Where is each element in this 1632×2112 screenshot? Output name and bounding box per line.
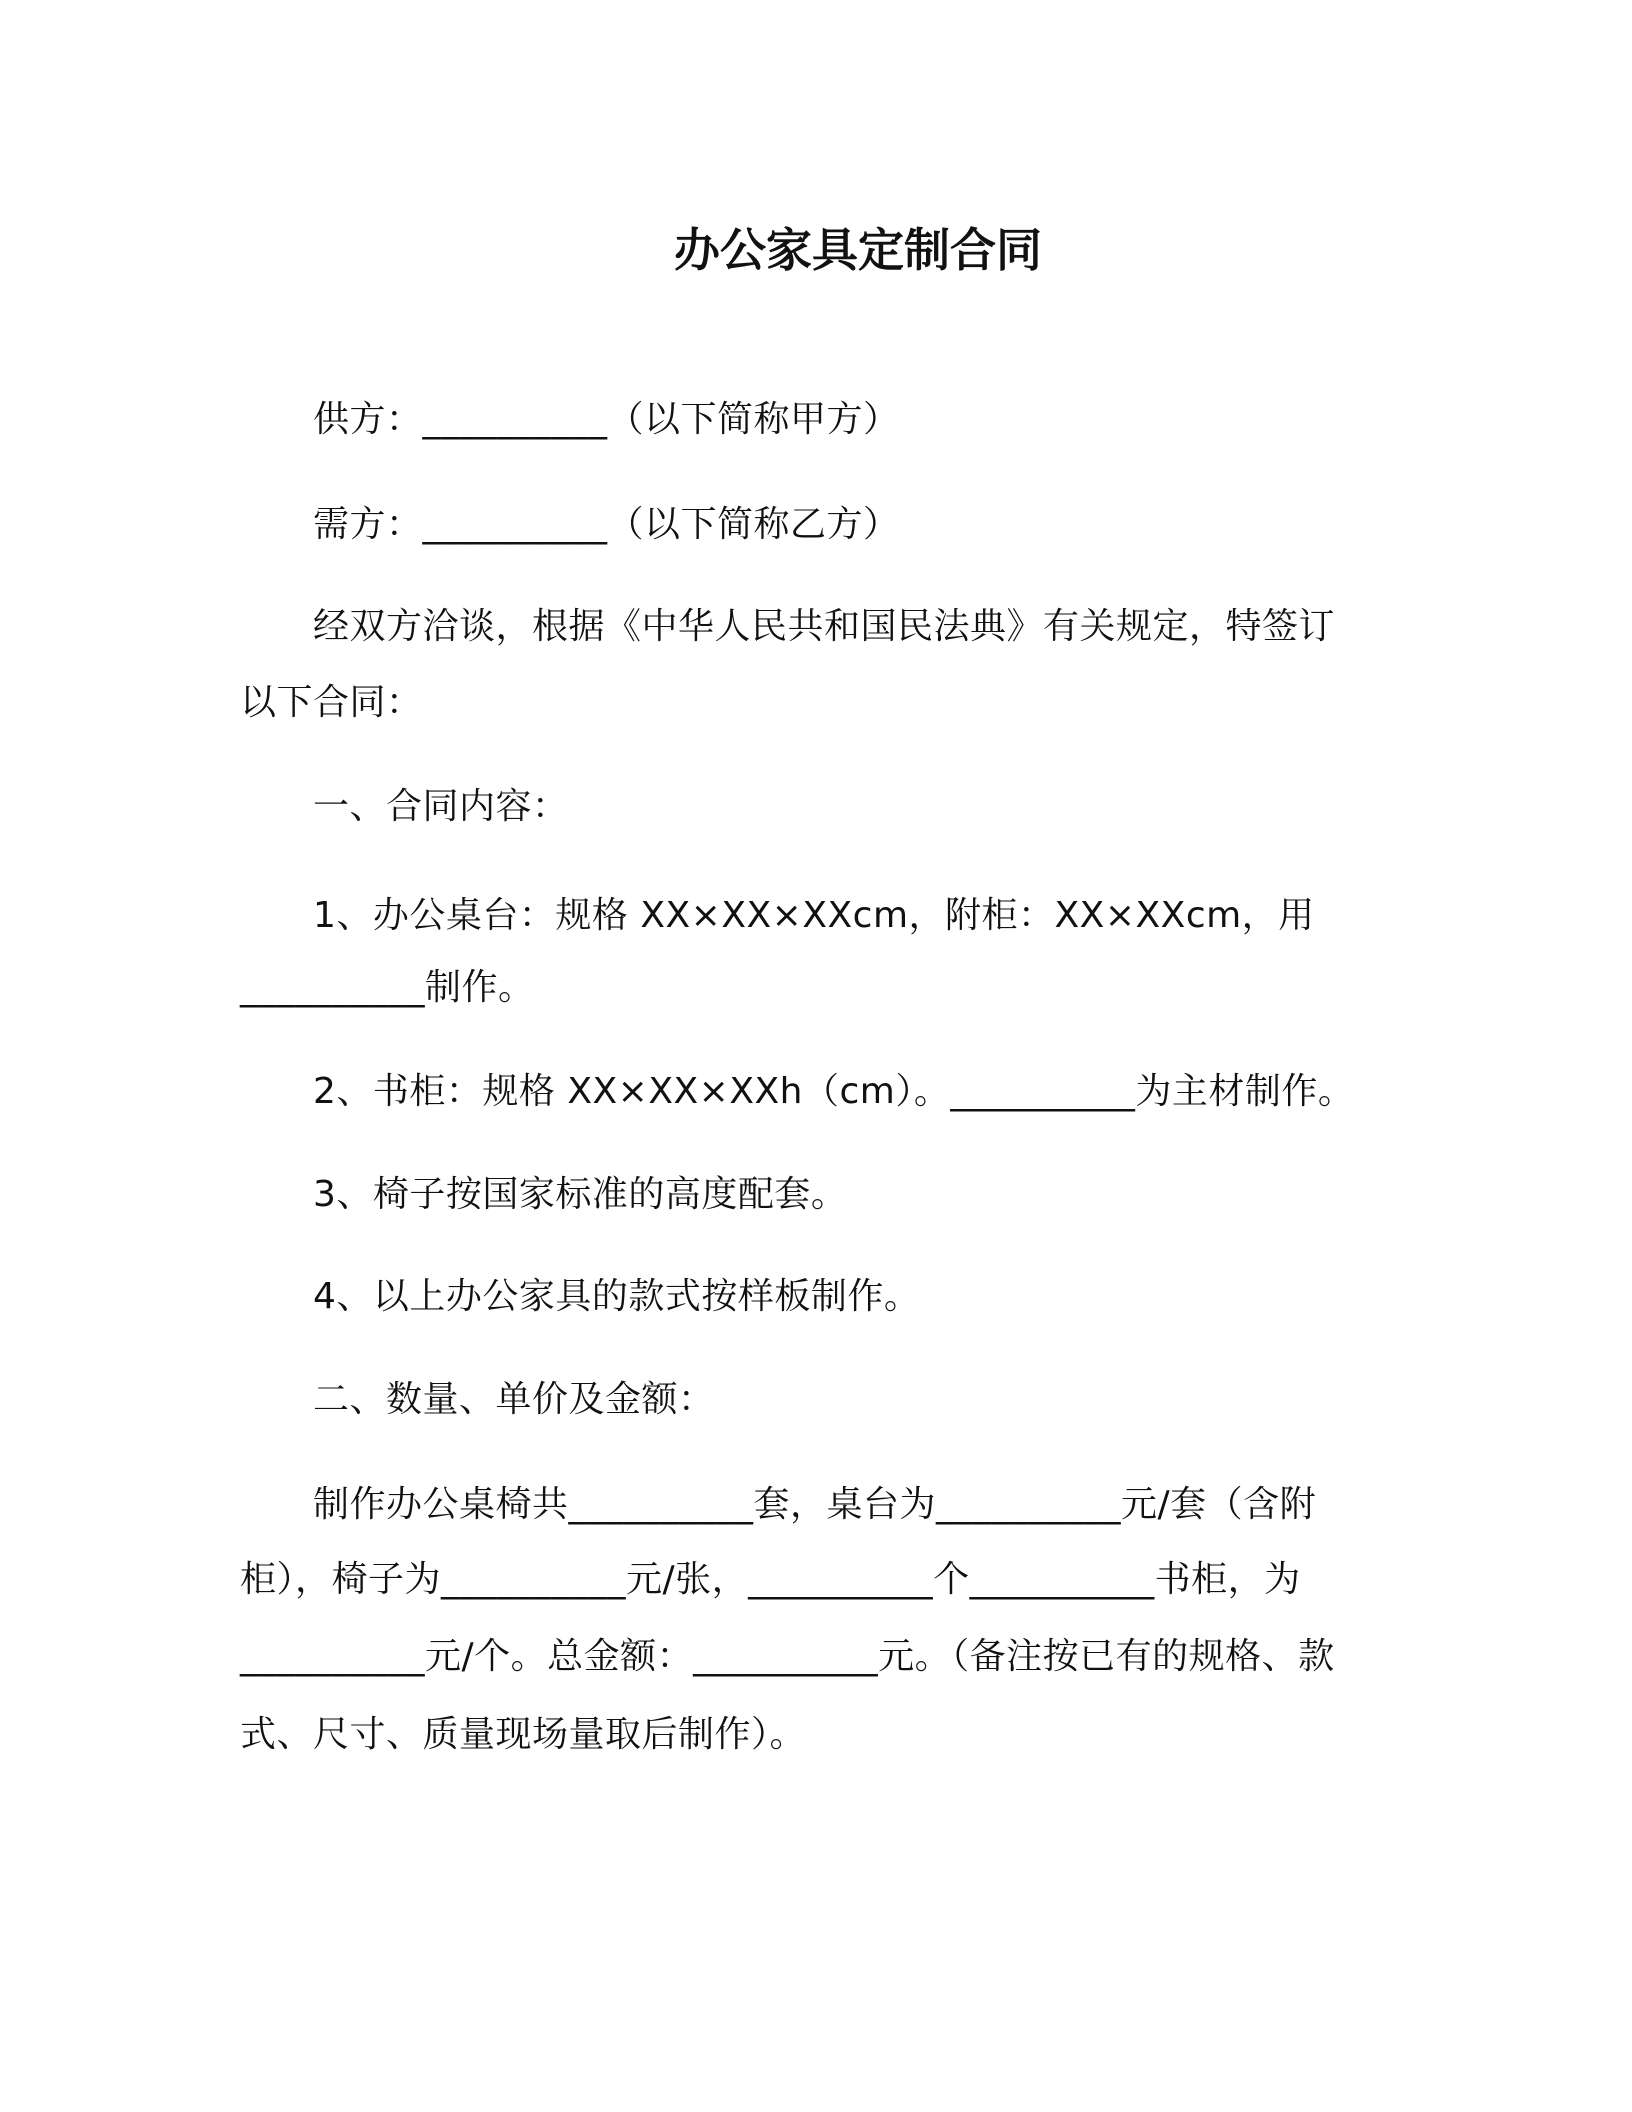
quantity-line-1: 制作办公桌椅共__________套，桌台为__________元/套（含附	[313, 1484, 1317, 1525]
quantity-line-2: 柜），椅子为__________元/张，__________个__________书柜，为	[240, 1559, 1301, 1600]
item-1-line-1: 1、办公桌台：规格 XX×XX×XXcm，附柜：XX×XXcm，用	[313, 895, 1315, 936]
item-3: 3、椅子按国家标准的高度配套。	[313, 1174, 848, 1215]
item-1-line-2: __________制作。	[240, 967, 535, 1008]
preamble-line-1: 经双方洽谈，根据《中华人民共和国民法典》有关规定，特签订	[313, 606, 1336, 647]
quantity-line-3: __________元/个。总金额：__________元。（备注按已有的规格、款	[240, 1636, 1335, 1677]
section-2-heading: 二、数量、单价及金额：	[313, 1379, 715, 1420]
document-title: 办公家具定制合同	[674, 223, 1042, 277]
quantity-line-4: 式、尺寸、质量现场量取后制作）。	[240, 1714, 807, 1755]
item-4: 4、以上办公家具的款式按样板制作。	[313, 1276, 921, 1317]
supplier-line: 供方：__________（以下简称甲方）	[313, 399, 900, 440]
preamble-line-2: 以下合同：	[240, 682, 423, 723]
item-2: 2、书柜：规格 XX×XX×XXh（cm）。__________为主材制作。	[313, 1071, 1355, 1112]
buyer-line: 需方：__________（以下简称乙方）	[313, 504, 900, 545]
section-1-heading: 一、合同内容：	[313, 786, 569, 827]
